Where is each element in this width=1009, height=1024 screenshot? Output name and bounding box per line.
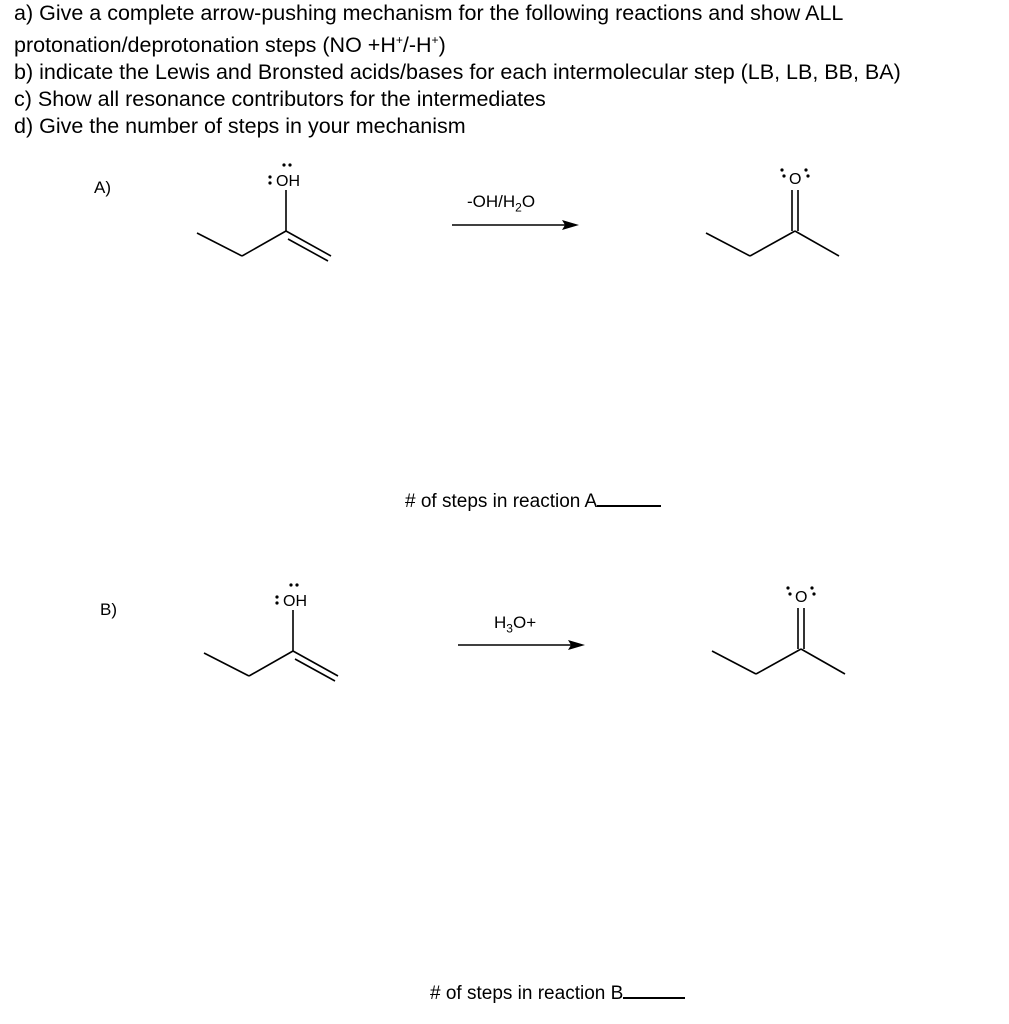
reaction-b-reagent (494, 613, 536, 635)
reaction-b-steps-blank[interactable] (623, 996, 685, 999)
reaction-a-steps-label: # of steps in reaction A (405, 491, 598, 512)
superscript-plus-1: + (395, 33, 403, 47)
reaction-a-product-oxygen: O (789, 171, 802, 188)
instruction-b: b) indicate the Lewis and Bronsted acids/bases for each intermolecular step (LB, LB, BB, BA) (14, 60, 901, 85)
instructions (14, 0, 1004, 140)
reaction-a-arrow (450, 218, 585, 232)
reaction-a-reagent-suffix: O (521, 192, 536, 211)
instruction-c: c) Show all resonance contributors for the intermediates (14, 87, 546, 112)
reaction-a-reagent (467, 192, 535, 214)
instruction-a-line-2-mid: /-H (402, 33, 432, 58)
reaction-b-reagent-prefix: H (494, 613, 507, 632)
superscript-plus-2: + (431, 33, 439, 47)
reaction-b-steps (430, 983, 685, 1005)
instruction-a-line-2 (14, 27, 1004, 59)
reaction-a-label: A) (94, 178, 111, 197)
instruction-a-line-2-pre: protonation/deprotonation steps (NO +H (14, 33, 396, 58)
reaction-a-steps-blank[interactable] (597, 504, 661, 507)
reaction-b-reactant-oh: OH (283, 593, 307, 610)
reaction-b-label: B) (100, 600, 117, 619)
reaction-a-reagent-subscript: 2 (515, 200, 522, 215)
reaction-b-steps-label: # of steps in reaction B (430, 983, 624, 1004)
reaction-b-product-structure (706, 578, 851, 683)
reaction-b-reagent-suffix: O+ (512, 613, 537, 632)
reaction-b-arrow (456, 638, 591, 652)
reaction-b-product-oxygen: O (795, 589, 808, 606)
instruction-d: d) Give the number of steps in your mechanism (14, 114, 466, 139)
reaction-a-reactant-oh: OH (276, 173, 300, 190)
reaction-a-product-structure (700, 160, 845, 265)
reaction-b-reagent-subscript: 3 (506, 621, 513, 636)
reaction-a-reactant-structure (190, 160, 340, 265)
instruction-a-line-1: a) Give a complete arrow-pushing mechanism for the following reactions and show ALL (14, 1, 844, 25)
reaction-b-reactant-structure (197, 580, 347, 685)
reaction-a-steps (405, 491, 661, 513)
instruction-a-line-2-post: ) (438, 33, 446, 58)
reaction-a-reagent-prefix: -OH/H (467, 192, 516, 211)
